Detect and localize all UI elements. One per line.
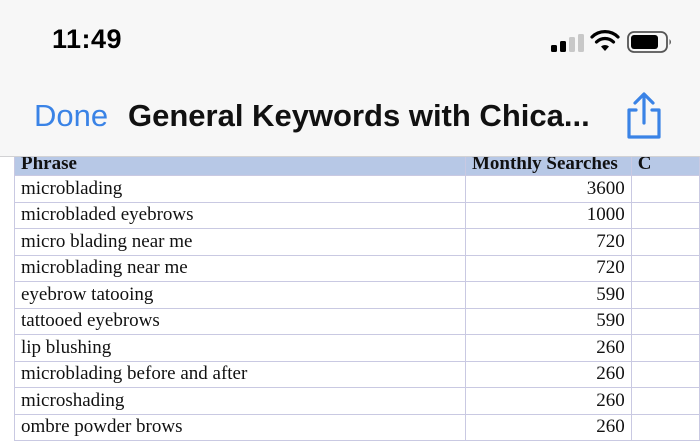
header-column-c: C xyxy=(631,157,699,176)
cell-phrase: microblading before and after xyxy=(15,361,466,388)
cell-column-c xyxy=(631,202,699,229)
cell-column-c xyxy=(631,414,699,441)
battery-icon xyxy=(627,31,673,53)
cell-phrase: micro blading near me xyxy=(15,229,466,256)
cell-phrase: microshading xyxy=(15,388,466,415)
cell-monthly-searches: 590 xyxy=(465,308,631,335)
table-header-row xyxy=(15,157,700,176)
status-time: 11:49 xyxy=(52,24,123,54)
header-phrase: Phrase xyxy=(15,157,466,176)
cell-monthly-searches: 260 xyxy=(465,388,631,415)
cell-column-c xyxy=(631,176,699,203)
cell-phrase: lip blushing xyxy=(15,335,466,362)
cell-column-c xyxy=(631,229,699,256)
cell-phrase: tattooed eyebrows xyxy=(15,308,466,335)
cell-monthly-searches: 3600 xyxy=(465,176,631,203)
cell-phrase: microblading near me xyxy=(15,255,466,282)
cell-monthly-searches: 260 xyxy=(465,414,631,441)
table-row xyxy=(15,282,700,309)
header-monthly-searches: Monthly Searches xyxy=(465,157,631,176)
table-row xyxy=(15,308,700,335)
table-row xyxy=(15,229,700,256)
cell-monthly-searches: 720 xyxy=(465,229,631,256)
cell-phrase: ombre powder brows xyxy=(15,414,466,441)
cell-column-c xyxy=(631,335,699,362)
cellular-signal-icon xyxy=(551,34,585,52)
table-row xyxy=(15,176,700,203)
wifi-icon xyxy=(590,30,620,52)
cell-monthly-searches: 260 xyxy=(465,361,631,388)
keywords-table xyxy=(14,157,700,441)
cell-monthly-searches: 590 xyxy=(465,282,631,309)
share-icon[interactable] xyxy=(622,92,666,140)
status-bar xyxy=(0,0,700,82)
cell-column-c xyxy=(631,308,699,335)
cell-column-c xyxy=(631,282,699,309)
cell-phrase: eyebrow tatooing xyxy=(15,282,466,309)
document-title: General Keywords with Chica... xyxy=(128,98,590,133)
done-button[interactable]: Done xyxy=(34,98,109,133)
document-nav-bar xyxy=(0,82,700,157)
table-row xyxy=(15,361,700,388)
cell-monthly-searches: 260 xyxy=(465,335,631,362)
table-row xyxy=(15,414,700,441)
table-row xyxy=(15,202,700,229)
spreadsheet-view[interactable] xyxy=(0,157,700,446)
cell-monthly-searches: 1000 xyxy=(465,202,631,229)
table-row xyxy=(15,388,700,415)
table-row xyxy=(15,335,700,362)
cell-phrase: microblading xyxy=(15,176,466,203)
cell-column-c xyxy=(631,361,699,388)
cell-column-c xyxy=(631,388,699,415)
cell-monthly-searches: 720 xyxy=(465,255,631,282)
table-row xyxy=(15,255,700,282)
cell-column-c xyxy=(631,255,699,282)
cell-phrase: microbladed eyebrows xyxy=(15,202,466,229)
